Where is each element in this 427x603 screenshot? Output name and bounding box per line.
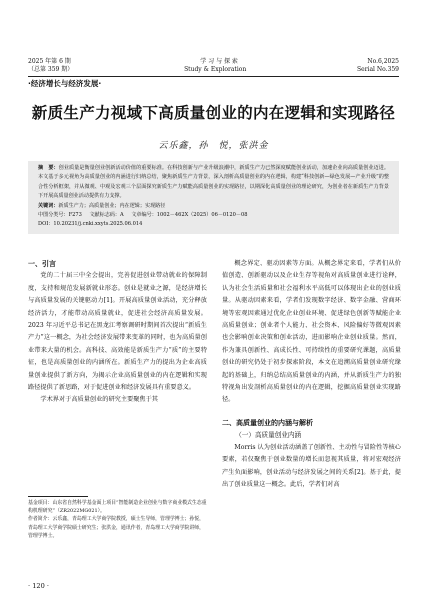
issue-number: No.6,2025 — [367, 58, 399, 65]
left-column — [28, 258, 207, 407]
funding-note: 基金项目：山东省自然科学基金面上项目“智能制造企业创业与数字商业模式生态重构机理研究”（ZR2022MG021）。 — [28, 500, 207, 515]
subsection-heading: （一）高质量创业内涵 — [235, 431, 302, 440]
abstract-text: 创业质量是衡量创业创新活动价值的重要标准。在科技创新与产业升级浪潮中，新质生产力已然深度赋能创业活动，加速企业向高质量创业迈进。本文基于多元视角为高质量创业的内涵进行归纳总结，聚焦新质生产力背景，深入剖析高质量创业的内在逻辑，构建“科技创新—绿色发展—产业升级”的整合性分析框架，并从微观、中观及宏观三个层面探究新质生产力赋能高质量创业的实现路径，以期深化高质量创业的理论研究，为创业者在新质生产力背景下开展高质量创业活动提供有力支撑。 — [38, 165, 389, 200]
journal-name-english: Study & Exploration — [184, 66, 247, 73]
doi-line: DOI：10.20231/j.cnki.xxyts.2025.06.014 — [38, 221, 143, 228]
column-tag: ·经济增长与经济发展· — [28, 79, 102, 88]
body-paragraph: 概念界定、驱动因素等方面。从概念界定来看，学者们从价值创造、创新驱动以及企业生存等视角对高质量创业进行诠释，认为社会生活质量和社会福利水平高低可以体现出企业的创业质量。从驱动因素来看，学者们发现数字经济、数字金融、营商环境等宏观因素通过优化企业创业环境、促进绿色创新等赋能企业高质量创业；创业者个人能力、社会资本、风险偏好等微观因素也会影响创业决策和创业活动，进而影响企业创业质量。然而，作为兼具创新性、高成长性、可持续性的重要研究课题，高质量创业的研究仍处于初步探索阶段，本文在追溯高质量创业研究缘起的基础上，归纳总结高质量创业的内涵，并从新质生产力的独特视角出发剖析高质量创业的内在逻辑，挖掘高质量创业实现路径。 — [222, 260, 401, 404]
running-header — [28, 58, 399, 74]
document-code: 文献标志码：A — [89, 212, 124, 219]
body-paragraph: 学术界对于高质量创业的研究主要聚焦于其 — [40, 396, 158, 404]
footnotes — [28, 499, 207, 540]
abstract-label: 摘 要： — [38, 165, 59, 171]
section-heading-connotation: 二、高质量创业的内涵与解析 — [222, 418, 313, 427]
abstract-block — [28, 161, 399, 234]
abstract — [38, 164, 389, 202]
body-paragraph: 党的二十届三中全会提出，完善促进创业带动就业的保障制度，支持和规范发展新就业形态。创业是就业之源，是经济增长与高质量发展的关键驱动力[1]。开展高质量创业活动，充分释放经济活力，才能带动高质量就业，促进社会经济高质量发展。2023 年习近平总书记在黑龙江考察调研时期间首次提出“新质生产力”这一概念，为社会经济发展带来变革的同时，也为高质量创业带来大量的机会。高科技、高效能是新质生产力“质”的主要特征，也是高质量创业的内涵所在。新质生产力的提出为企业高质量创业提供了新方向，为揭示企业高质量创业的内在逻辑和实现路径提供了新思路，对于促进创业和经济发展具有重要意义。 — [28, 272, 207, 392]
article-title: 新质生产力视域下高质量创业的内在逻辑和实现路径 — [31, 104, 396, 122]
serial-label: （总第 359 期） — [28, 66, 74, 73]
classification-line — [38, 211, 389, 220]
right-column — [222, 258, 401, 491]
section-heading-introduction: 一、引言 — [28, 260, 56, 268]
keywords-label: 关键词： — [38, 202, 59, 209]
journal-name: 学 习 与 探 索 — [200, 58, 238, 65]
serial-number: Serial No.359 — [357, 66, 399, 73]
body-paragraph: Morris 认为创业活动涵盖了创新性、主动性与冒险性等核心要素，若仅聚焦于创业数量的增长而忽视其质量，将对宏观经济产生负面影响，创业活动与经济发展之间的关系[2]。基于此，提出了创业质量这一概念。此后，学者们对高 — [222, 443, 401, 488]
article-id: 文章编号：1002－462X（2025）06－0120－08 — [131, 212, 248, 219]
issue-label: 2025 年第 6 期 — [28, 58, 71, 65]
author-bio-note: 作者简介：云乐鑫，青岛理工大学商学院教授，硕士生导师，管理学博士；孙悦，青岛理工大学商学院硕士研究生；张洪金，通讯作者，青岛理工大学商学院讲师，管理学博士。 — [28, 516, 205, 539]
keywords — [38, 202, 389, 211]
keywords-text: 新质生产力；高质量创业；内在逻辑；实现路径 — [58, 202, 166, 209]
author-list: 云乐鑫，孙 悦，张洪金 — [158, 141, 269, 151]
footnote-rule — [28, 496, 88, 497]
page-number: · 120 · — [28, 582, 49, 590]
clc-number: 中图分类号：F273 — [38, 212, 82, 219]
header-rule — [28, 76, 399, 77]
